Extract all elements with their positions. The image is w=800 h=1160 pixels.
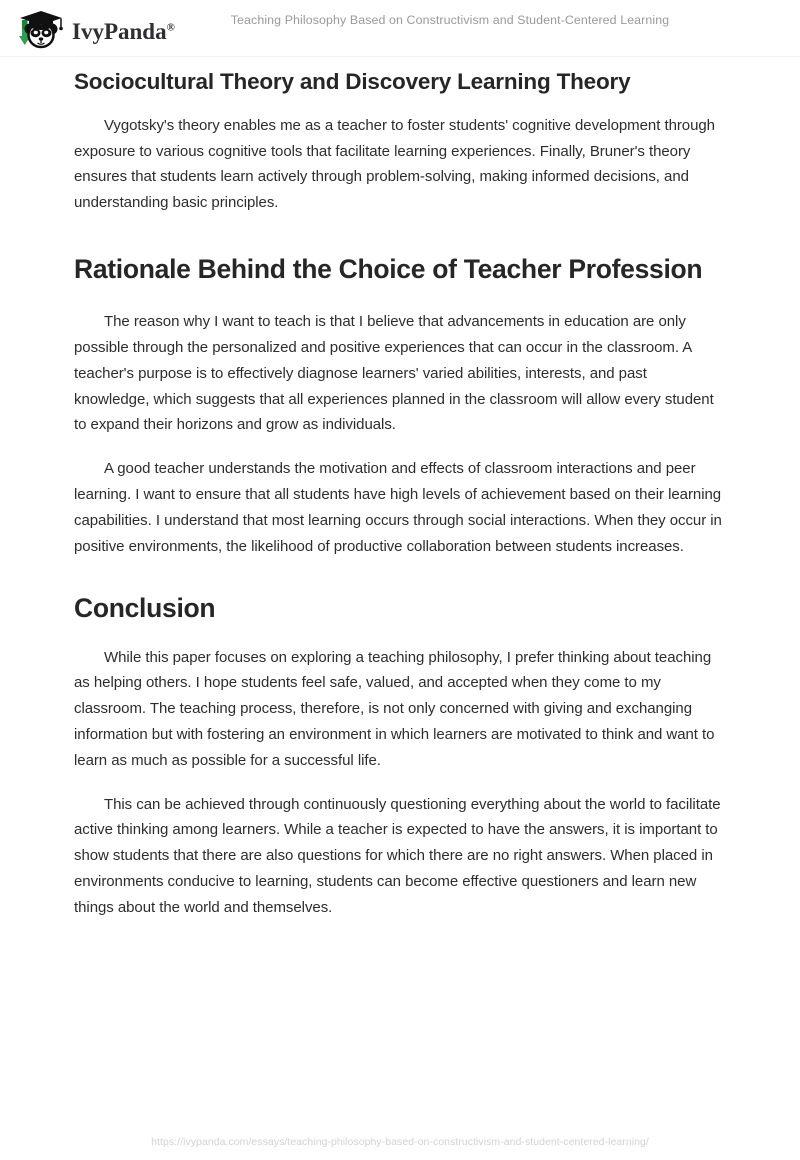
brand-name-text: IvyPanda [72, 18, 167, 44]
footer-source-url[interactable]: https://ivypanda.com/essays/teaching-philosophy-based-on-constructivism-and-student-centered-learning/ [151, 1136, 649, 1148]
section-heading-conclusion: Conclusion [74, 593, 216, 624]
paragraph: Vygotsky's theory enables me as a teacher to foster students' cognitive development through exposure to various cognitive tools that facilitate learning experiences. Finally, Bruner's theory ensures that students learn actively through problem-solving, making informed decisions, and understanding basic principles. [74, 116, 715, 212]
paragraph: While this paper focuses on exploring a teaching philosophy, I prefer thinking about teaching as helping others. I hope students feel safe, valued, and accepted when they come to my classroom. The teaching process, therefore, is not only concerned with giving and exchanging information but with fostering an environment in which learners are motivated to think and want to learn as much as possible for a successful life. [74, 648, 715, 769]
document-header-title: Teaching Philosophy Based on Constructivism and Student-Centered Learning [230, 13, 670, 27]
document-content [74, 68, 724, 921]
header-divider [0, 56, 800, 57]
page-header [0, 0, 800, 56]
paragraph: This can be achieved through continuously questioning everything about the world to facilitate active thinking among learners. While a teacher is expected to have the answers, it is important to show students that there are also questions for which there are no right answers. When placed in environments conducive to learning, students can become effective questioners and learn new things about the world and themselves. [74, 795, 721, 916]
section-heading-sociocultural-theory: Sociocultural Theory and Discovery Learning Theory [74, 69, 631, 94]
registered-trademark-mark: ® [166, 20, 175, 33]
section-heading-rationale-teacher-profession: Rationale Behind the Choice of Teacher Profession [74, 253, 703, 284]
paragraph: The reason why I want to teach is that I believe that advancements in education are only possible through the personalized and positive experiences that can occur in the classroom. A teacher's purpose is to effectively diagnose learners' varied abilities, interests, and past knowledge, which suggests that all experiences planned in the classroom will allow every student to expand their horizons and grow as individuals. [74, 313, 714, 434]
paragraph: A good teacher understands the motivation and effects of classroom interactions and peer learning. I want to ensure that all students have high levels of achievement based on their learning capabilities. I understand that most learning occurs through social interactions. When they occur in positive environments, the likelihood of productive collaboration between students increases. [74, 460, 722, 555]
